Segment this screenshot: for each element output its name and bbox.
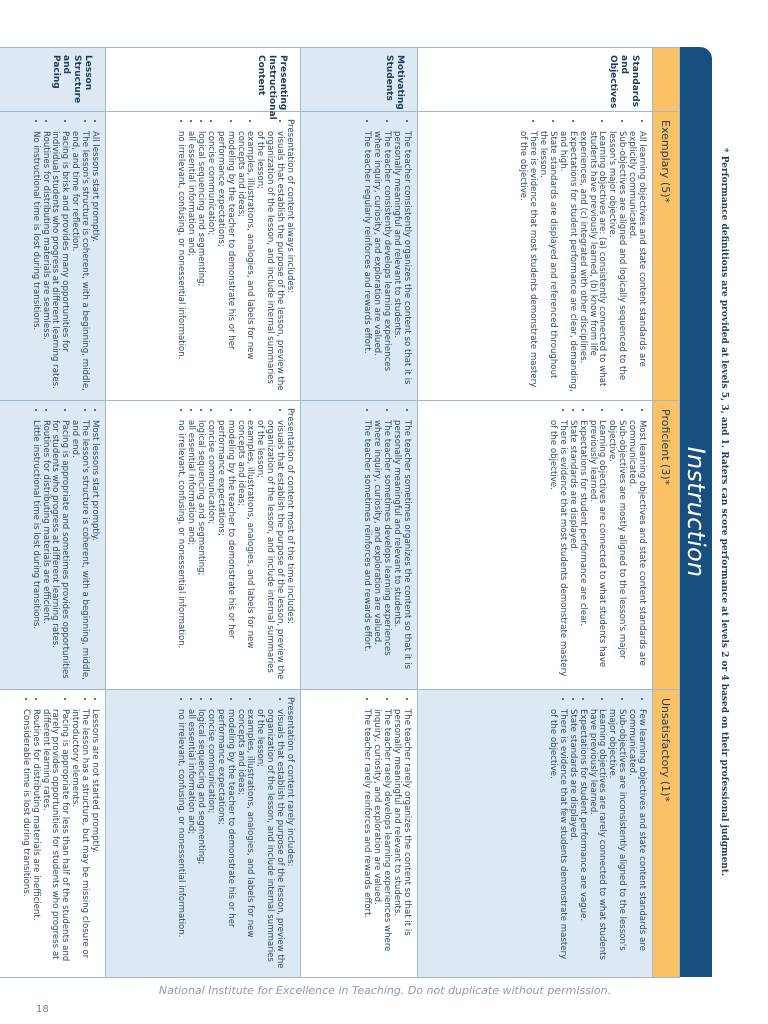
cell-intro: Presentation of content most of the time includes: bbox=[285, 408, 295, 625]
list-item: • All lessons start promptly. bbox=[89, 131, 99, 393]
list-item: • State standards are displayed and referenced throughout the lesson. bbox=[537, 131, 557, 393]
list-item: • Pacing is appropriate for less than half of the students and rarely provides opportunities for students who progress at different learning rates. bbox=[40, 709, 70, 970]
list-item: • State standards are displayed. bbox=[567, 420, 577, 682]
list-item: • The teacher sometimes develops learning experiences where inquiry, curiosity, and exploration are valued. bbox=[372, 420, 392, 682]
list-item: • The teacher sometimes reinforces and rewards effort. bbox=[362, 420, 372, 682]
list-item: • modeling by the teacher to demonstrate his or her performance expectations; bbox=[215, 420, 235, 682]
column-header-unsatisfactory: Unsatisfactory (1)* bbox=[653, 690, 680, 978]
list-item: • There is evidence that few students demonstrate mastery of the objective. bbox=[547, 709, 567, 970]
criteria-list bbox=[362, 408, 411, 682]
cell-unsatisfactory bbox=[106, 690, 301, 978]
table-row bbox=[301, 48, 418, 978]
rubric-table bbox=[0, 47, 680, 978]
list-item: • visuals that establish the purpose of the lesson, preview the organization of the lesson, and include internal summaries of the lesson; bbox=[255, 131, 285, 393]
cell-unsatisfactory bbox=[0, 690, 106, 978]
list-item: • Expectations for student performance are clear. bbox=[577, 420, 587, 682]
list-item: • Lessons are not started promptly. bbox=[89, 709, 99, 970]
page-number: 18 bbox=[36, 1004, 49, 1015]
criteria-list bbox=[547, 697, 646, 970]
column-header-proficient: Proficient (3)* bbox=[653, 401, 680, 690]
list-item: • concise communication; bbox=[205, 709, 215, 970]
list-item: • State standards are displayed. bbox=[567, 709, 577, 970]
list-item: • Learning objectives are: (a) consistently connected to what students have previously learned, (b) know from life experiences, and (c) integrated with other disciplines. bbox=[577, 131, 607, 393]
list-item: • The teacher sometimes organizes the content so that it is personally meaningful and relevant to students. bbox=[391, 420, 411, 682]
criteria-list bbox=[518, 119, 646, 393]
list-item: • all essential information and; bbox=[185, 420, 195, 682]
section-banner bbox=[680, 47, 712, 977]
row-label-pacing: Lesson Structure and Pacing bbox=[0, 48, 106, 112]
row-label-standards: Standards and Objectives bbox=[418, 48, 653, 112]
list-item: • logical sequencing and segmenting; bbox=[195, 709, 205, 970]
criteria-list bbox=[176, 408, 285, 682]
list-item: • Learning objectives are connected to what students have previously learned. bbox=[587, 420, 607, 682]
cell-exemplary bbox=[106, 112, 301, 401]
list-item: • modeling by the teacher to demonstrate his or her performance expectations; bbox=[215, 709, 235, 970]
list-item: • The lesson's structure is coherent, with a beginning, middle, and end. bbox=[69, 420, 89, 682]
list-item: • no irrelevant, confusing, or nonessential information. bbox=[176, 420, 186, 682]
table-row bbox=[418, 48, 653, 978]
list-item: • There is evidence that most students demonstrate mastery of the objective. bbox=[547, 420, 567, 682]
criteria-list bbox=[362, 697, 411, 970]
cell-exemplary bbox=[418, 112, 653, 401]
cell-intro: Presentation of content rarely includes: bbox=[285, 697, 295, 867]
list-item: • The teacher rarely develops learning experiences where inquiry, curiosity, and exploration are valued. bbox=[372, 709, 392, 970]
cell-proficient bbox=[0, 401, 106, 690]
column-header-exemplary: Exemplary (5)* bbox=[653, 112, 680, 401]
list-item: • Routines for distributing materials are efficient. bbox=[40, 420, 50, 682]
list-item: • The teacher regularly reinforces and rewards effort. bbox=[362, 131, 372, 393]
list-item: • logical sequencing and segmenting; bbox=[195, 131, 205, 393]
list-item: • Learning objectives are rarely connected to what students have previously learned. bbox=[587, 709, 607, 970]
criteria-list bbox=[30, 119, 99, 393]
list-item: • Routines for distributing materials are seamless. bbox=[40, 131, 50, 393]
list-item: • All learning objectives and state content standards are explicitly communicated. bbox=[626, 131, 646, 393]
list-item: • Pacing is appropriate and sometimes provides opportunities for students who progress at different learning rates. bbox=[50, 420, 70, 682]
list-item: • examples, illustrations, analogies, and labels for new concepts and ideas; bbox=[235, 709, 255, 970]
list-item: • The teacher rarely organizes the content so that it is personally meaningful and relevant to students. bbox=[391, 709, 411, 970]
list-item: • Most lessons start promptly. bbox=[89, 420, 99, 682]
criteria-list bbox=[20, 697, 99, 970]
list-item: • concise communication; bbox=[205, 420, 215, 682]
header-corner bbox=[653, 48, 680, 112]
list-item: • modeling by the teacher to demonstrate his or her performance expectations; bbox=[215, 131, 235, 393]
list-item: • Sub-objectives are aligned and logically sequenced to the lesson's major objective. bbox=[607, 131, 627, 393]
footnote-container bbox=[714, 0, 734, 1024]
list-item: • Few learning objectives and state content standards are communicated. bbox=[626, 709, 646, 970]
list-item: • Sub-objectives are mostly aligned to the lesson's major objective. bbox=[607, 420, 627, 682]
list-item: • all essential information and; bbox=[185, 709, 195, 970]
cell-unsatisfactory bbox=[418, 690, 653, 978]
list-item: • Sub-objectives are inconsistently aligned to the lesson's major objective. bbox=[607, 709, 627, 970]
list-item: • There is evidence that most students demonstrate mastery of the objective. bbox=[518, 131, 538, 393]
cell-intro: Presentation of content always includes: bbox=[285, 119, 295, 294]
cell-exemplary bbox=[301, 112, 418, 401]
cell-proficient bbox=[418, 401, 653, 690]
list-item: • examples, illustrations, analogies, and labels for new concepts and ideas; bbox=[235, 420, 255, 682]
list-item: • no irrelevant, confusing, or nonessential information. bbox=[176, 709, 186, 970]
table-row bbox=[0, 48, 106, 978]
cell-exemplary bbox=[0, 112, 106, 401]
list-item: • Pacing is brisk and provides many opportunities for individual students who progress at different learning rates. bbox=[50, 131, 70, 393]
list-item: • The teacher rarely reinforces and rewards effort. bbox=[362, 709, 372, 970]
list-item: • Routines for distributing materials are inefficient. bbox=[30, 709, 40, 970]
list-item: • logical sequencing and segmenting; bbox=[195, 420, 205, 682]
list-item: • visuals that establish the purpose of the lesson, preview the organization of the lesson, and include internal summaries of the lesson; bbox=[255, 420, 285, 682]
list-item: • The teacher consistently organizes the content so that it is personally meaningful and relevant to students. bbox=[391, 131, 411, 393]
list-item: • Expectations for student performance are clear, demanding, and high. bbox=[557, 131, 577, 393]
row-label-presenting: Presenting Instructional Content bbox=[106, 48, 301, 112]
list-item: • The teacher consistently develops learning experiences where inquiry, curiosity, and exploration are valued. bbox=[372, 131, 392, 393]
cell-unsatisfactory bbox=[301, 690, 418, 978]
criteria-list bbox=[176, 119, 285, 393]
list-item: • Little instructional time is lost during transitions. bbox=[30, 420, 40, 682]
list-item: • No instructional time is lost during transitions. bbox=[30, 131, 40, 393]
criteria-list bbox=[30, 408, 99, 682]
section-title: Instruction bbox=[682, 446, 710, 578]
cell-proficient bbox=[301, 401, 418, 690]
list-item: • visuals that establish the purpose of the lesson, preview the organization of the lesson, and include internal summaries of the lesson; bbox=[255, 709, 285, 970]
list-item: • all essential information and; bbox=[185, 131, 195, 393]
list-item: • Expectations for student performance are vague. bbox=[577, 709, 587, 970]
rubric-page bbox=[20, 47, 712, 977]
criteria-list bbox=[362, 119, 411, 393]
list-item: • The lesson's structure is coherent, with a beginning, middle, end, and time for reflection. bbox=[69, 131, 89, 393]
list-item: • no irrelevant, confusing, or nonessential information. bbox=[176, 131, 186, 393]
list-item: • concise communication; bbox=[205, 131, 215, 393]
row-label-motivating: Motivating Students bbox=[301, 48, 418, 112]
table-row bbox=[106, 48, 301, 978]
header-row bbox=[653, 48, 680, 978]
footer-notice: National Institute for Excellence in Teaching. Do not duplicate without permission. bbox=[158, 984, 612, 997]
footnote: * Performance definitions are provided at levels 5, 3, and 1. Raters can score performance at levels 2 or 4 based on their professional judgment. bbox=[719, 147, 729, 877]
list-item: • examples, illustrations, analogies, and labels for new concepts and ideas; bbox=[235, 131, 255, 393]
cell-proficient bbox=[106, 401, 301, 690]
criteria-list bbox=[547, 408, 646, 682]
list-item: • The lesson has a structure, but may be missing closure or introductory elements. bbox=[69, 709, 89, 970]
list-item: • Most learning objectives and state content standards are communicated. bbox=[626, 420, 646, 682]
criteria-list bbox=[176, 697, 285, 970]
list-item: • Considerable time is lost during transitions. bbox=[20, 709, 30, 970]
